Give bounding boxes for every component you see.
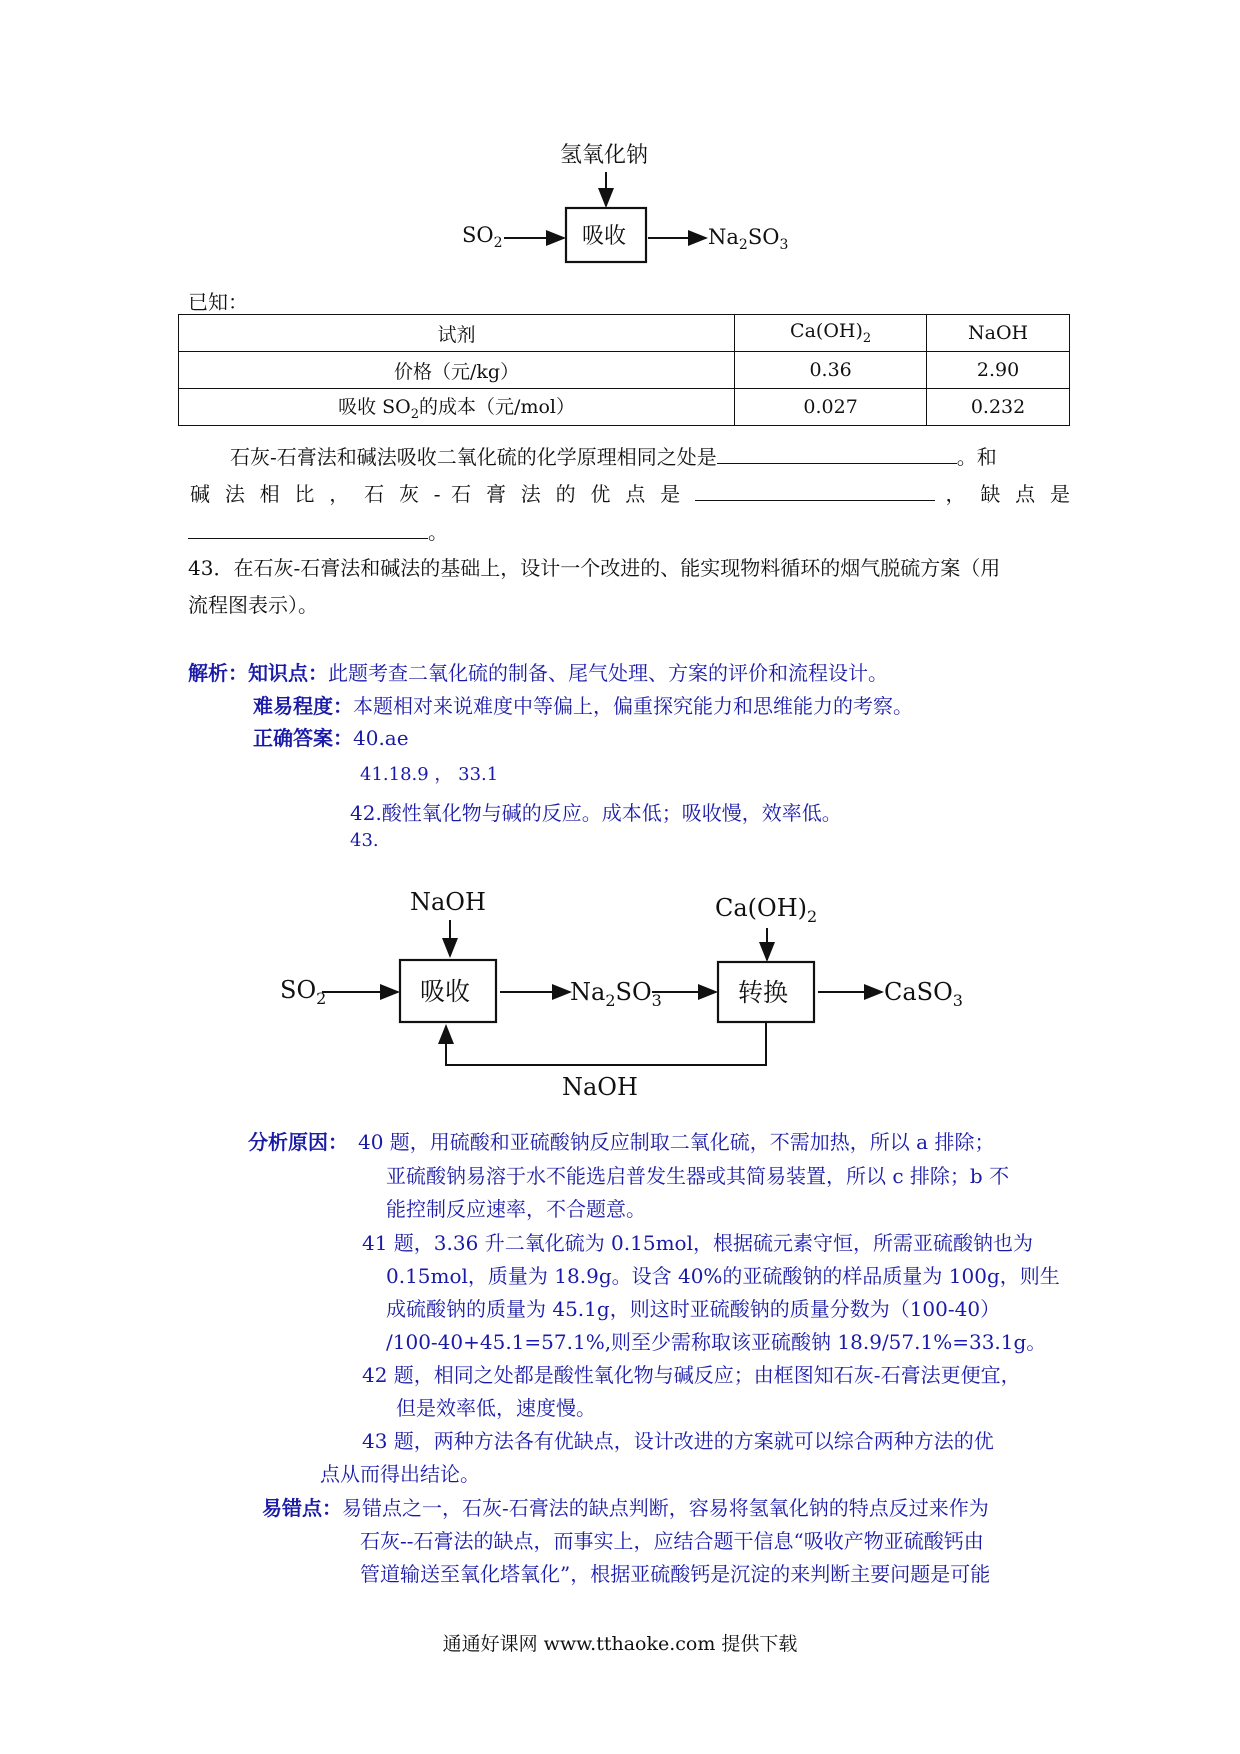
reagent-label: 氢氧化钠 xyxy=(560,143,649,168)
naoh-bottom-label: NaOH xyxy=(562,1073,638,1100)
reasons-p41-2: 0.15mol，质量为 18.9g。设含 40%的亚硫酸钠的样品质量为 100g，则生 xyxy=(386,1264,1060,1288)
table-cell: 0.027 xyxy=(735,389,927,426)
reasons-p40-2: 亚硫酸钠易溶于水不能选启普发生器或其简易装置，所以 c 排除；b 不 xyxy=(386,1164,1010,1188)
caoh2-label: $Ca(OH)_2$ xyxy=(715,894,818,926)
convert-box-label: 转换 xyxy=(738,978,789,1007)
table-cell: 0.232 xyxy=(927,389,1070,426)
analysis-difficulty: 难易程度：本题相对来说难度中等偏上，偏重探究能力和思维能力的考察。 xyxy=(253,694,913,718)
table-header-cell: $Ca(OH)_2$ xyxy=(735,315,927,352)
page-footer: 通通好课网 www.tthaoke.com 提供下载 xyxy=(442,1633,798,1655)
table-row xyxy=(179,389,1070,426)
caso3-label: CaSO$_3$ xyxy=(884,978,963,1010)
recycle-line xyxy=(446,1022,766,1065)
table-row xyxy=(179,352,1070,389)
reasons-p41-4: /100-40+45.1=57.1%,则至少需称取该亚硫酸钠 18.9/57.1%=33.1g。 xyxy=(386,1330,1047,1354)
analysis-answer: 正确答案：40.ae xyxy=(253,726,409,750)
answer-41: 41.18.9 ， 33.1 xyxy=(360,764,499,785)
reasons-p42-1: 42 题，相同之处都是酸性氧化物与碱反应；由框图知石灰-石膏法更便宜， xyxy=(362,1363,1021,1387)
reasons-p43-2: 点从而得出结论。 xyxy=(320,1462,480,1486)
table-cell: 价格（元/kg） xyxy=(179,352,735,389)
errors-line1: 易错点：易错点之一，石灰-石膏法的缺点判断，容易将氢氧化钠的特点反过来作为 xyxy=(262,1496,989,1520)
table-cell: 2.90 xyxy=(927,352,1070,389)
reasons-p43-1: 43 题，两种方法各有优缺点，设计改进的方案就可以综合两种方法的优 xyxy=(362,1429,994,1453)
table-header-cell: 试剂 xyxy=(179,315,735,352)
reasons-p40-1: 分析原因： 40 题，用硫酸和亚硫酸钠反应制取二氧化硫，不需加热，所以 a 排除； xyxy=(248,1130,995,1154)
answer-43: 43. xyxy=(350,830,379,851)
reasons-p42-2: 但是效率低，速度慢。 xyxy=(396,1396,596,1420)
errors-line2: 石灰--石膏法的缺点，而事实上，应结合题干信息“吸收产物亚硫酸钙由 xyxy=(360,1529,984,1553)
answer-blank[interactable] xyxy=(188,520,428,539)
flow-diagram-2 xyxy=(270,880,990,1100)
input-so2: $SO_2$ xyxy=(462,223,503,251)
absorb-box-label: 吸收 xyxy=(420,977,471,1006)
absorb-box-label: 吸收 xyxy=(582,224,627,249)
naoh-top-label: NaOH xyxy=(410,888,486,916)
q42-line1: 石灰-石膏法和碱法吸收二氧化硫的化学原理相同之处是 。和 xyxy=(230,445,997,469)
flow-diagram-1 xyxy=(440,140,820,275)
answer-blank[interactable] xyxy=(717,445,957,464)
known-label: 已知： xyxy=(188,290,248,314)
q43-line2: 流程图表示）。 xyxy=(188,593,318,617)
so2-label: $SO_2$ xyxy=(280,976,327,1008)
reasons-p40-3: 能控制反应速率，不合题意。 xyxy=(386,1197,646,1221)
answer-blank[interactable] xyxy=(695,482,935,501)
errors-line3: 管道输送至氧化塔氧化”，根据亚硫酸钙是沉淀的来判断主要问题是可能 xyxy=(360,1562,991,1586)
q43-line1: 43．在石灰-石膏法和碱法的基础上，设计一个改进的、能实现物料循环的烟气脱硫方案（用 xyxy=(188,556,1001,580)
table-cell: 吸收 $SO_2$的成本（元/mol） xyxy=(179,389,735,426)
analysis-knowledge: 解析：知识点：此题考查二氧化硫的制备、尾气处理、方案的评价和流程设计。 xyxy=(188,661,888,685)
q42-line3: 。 xyxy=(188,516,448,545)
na2so3-label: $Na_2SO_3$ xyxy=(570,978,662,1010)
table-header-cell: NaOH xyxy=(927,315,1070,352)
output-na2so3: $Na_2SO_3$ xyxy=(708,225,789,253)
cost-table xyxy=(178,314,1070,426)
answer-42: 42.酸性氧化物与碱的反应。成本低；吸收慢，效率低。 xyxy=(350,801,842,825)
reasons-p41-3: 成硫酸钠的质量为 45.1g，则这时亚硫酸钠的质量分数为（100-40） xyxy=(386,1297,1001,1321)
reasons-p41-1: 41 题，3.36 升二氧化硫为 0.15mol，根据硫元素守恒，所需亚硫酸钠也为 xyxy=(362,1231,1033,1255)
q42-line2: 碱 法 相 比 ， 石 灰 - 石 膏 法 的 优 点 是 ， 缺 点 是 xyxy=(190,482,1070,506)
table-cell: 0.36 xyxy=(735,352,927,389)
table-row xyxy=(179,315,1070,352)
